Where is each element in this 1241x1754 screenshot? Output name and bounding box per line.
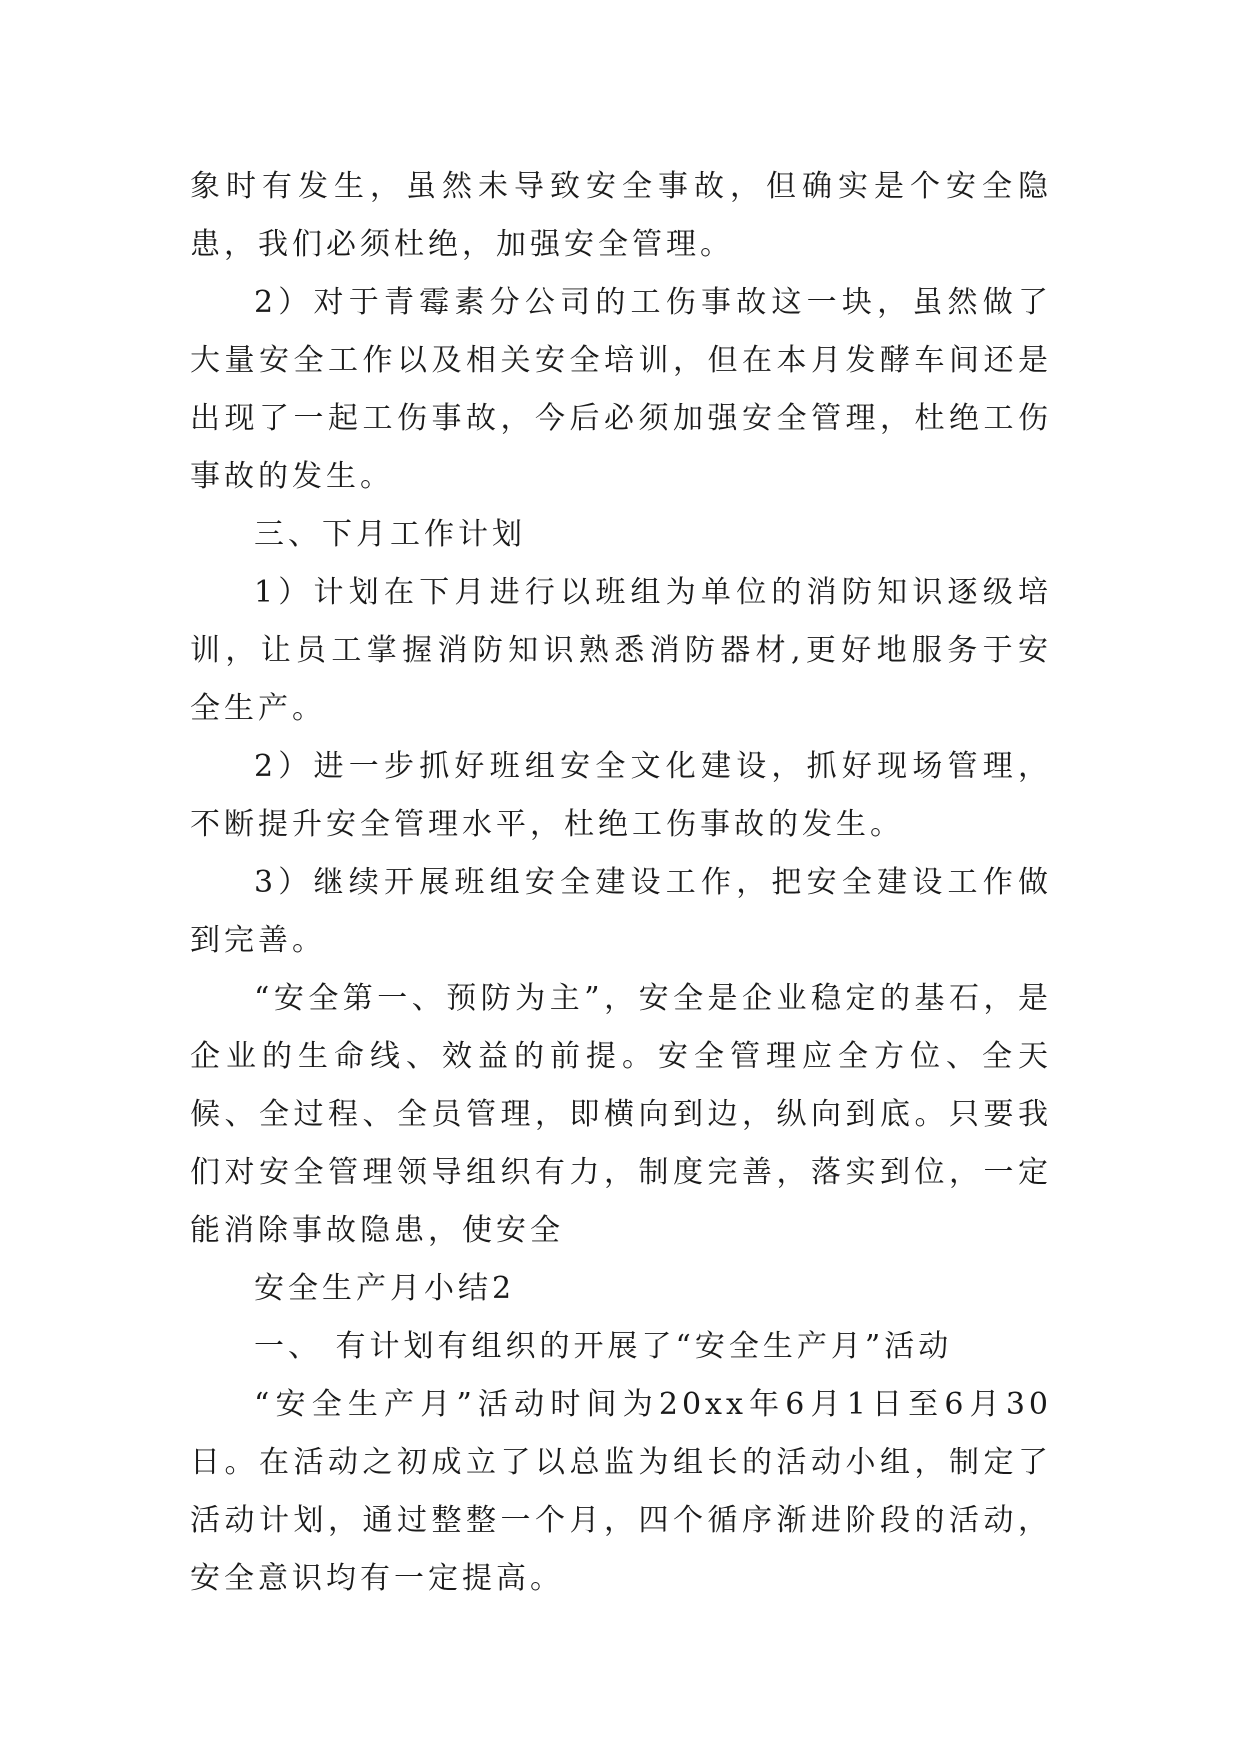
section-heading: 三、下月工作计划 <box>254 517 526 552</box>
paragraph: “安全生产月”活动时间为20xx年6月1日至6月30日。在活动之初成立了以总监为组长的活动小组，制定了活动计划，通过整整一个月，四个循序渐进阶段的活动，安全意识均有一定提高。 <box>190 1387 1052 1596</box>
section-heading: 一、 有计划有组织的开展了“安全生产月”活动 <box>254 1329 953 1364</box>
paragraph: 2）对于青霉素分公司的工伤事故这一块，虽然做了大量安全工作以及相关安全培训，但在本月发酵车间还是出现了一起工伤事故，今后必须加强安全管理，杜绝工伤事故的发生。 <box>190 285 1052 494</box>
paragraph: 象时有发生，虽然未导致安全事故，但确实是个安全隐患，我们必须杜绝，加强安全管理。 <box>190 169 1052 262</box>
paragraph: 1）计划在下月进行以班组为单位的消防知识逐级培训，让员工掌握消防知识熟悉消防器材,更好地服务于安全生产。 <box>190 575 1052 726</box>
paragraph: 3）继续开展班组安全建设工作，把安全建设工作做到完善。 <box>190 865 1052 958</box>
document-body <box>190 158 1052 1608</box>
document-title: 安全生产月小结2 <box>254 1271 516 1306</box>
paragraph: 2）进一步抓好班组安全文化建设，抓好现场管理，不断提升安全管理水平，杜绝工伤事故的发生。 <box>190 749 1052 842</box>
paragraph: “安全第一、预防为主”，安全是企业稳定的基石，是企业的生命线、效益的前提。安全管理应全方位、全天候、全过程、全员管理，即横向到边，纵向到底。只要我们对安全管理领导组织有力，制度完善，落实到位，一定能消除事故隐患，使安全 <box>190 981 1052 1248</box>
